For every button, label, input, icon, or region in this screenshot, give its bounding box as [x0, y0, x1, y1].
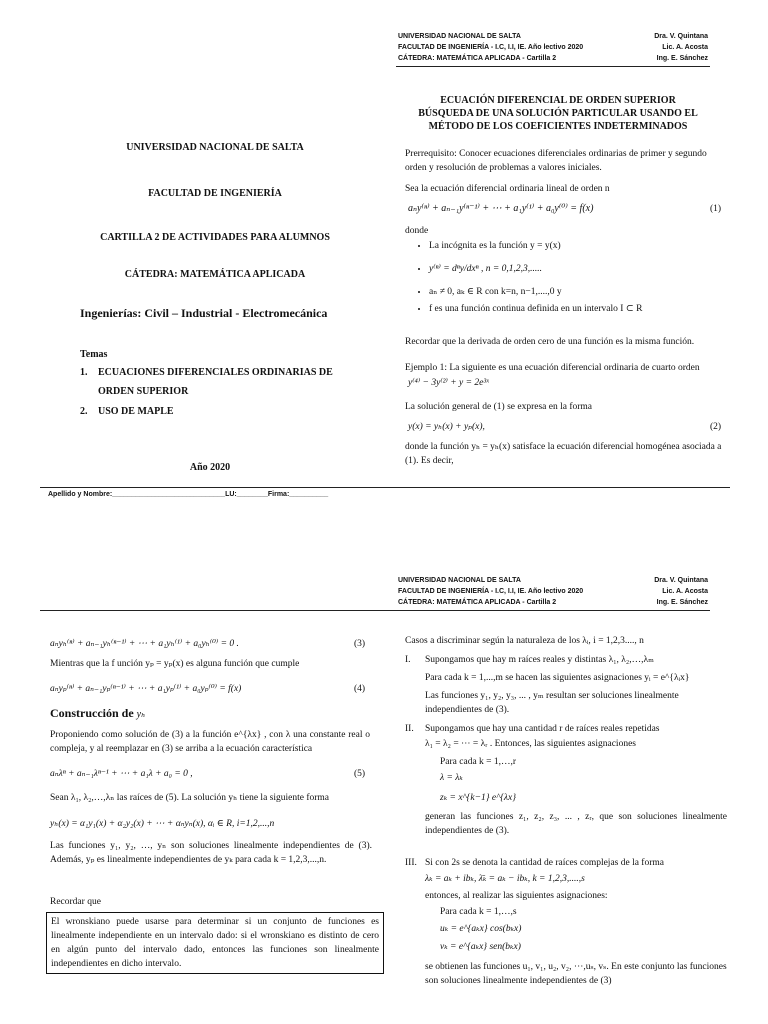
- header-chair-2: CÁTEDRA: MATEMÁTICA APLICADA - Cartilla 2: [398, 599, 557, 606]
- case-III-text: Si con 2s se denota la cantidad de raíces complejas de la forma: [425, 858, 664, 868]
- construccion-heading: [50, 706, 145, 721]
- example-1-equation: y⁽⁴⁾ − 3y⁽²⁾ + y = 2e³ˣ: [408, 378, 489, 388]
- tema-2-number: 2.: [80, 406, 88, 417]
- header-university: UNIVERSIDAD NACIONAL DE SALTA: [398, 33, 521, 40]
- header-prof-3: Ing. E. Sánchez: [656, 55, 708, 62]
- case-III-obtienen: se obtienen las funciones u₁, v₁, u₂, v₂, ⋯,uₛ, vₛ. En este conjunto las funciones son soluciones linealmente independientes de (3): [425, 962, 727, 986]
- recordar-derivada-text: Recordar que la derivada de orden cero de una función es la misma función.: [405, 337, 695, 347]
- condition-coefficients: • aₙ ≠ 0, aₖ ∈ R con k=n, n−1,....,0 y: [429, 285, 725, 299]
- student-line-top-rule: [40, 487, 730, 488]
- tema-1-text: ECUACIONES DIFERENCIALES ORDINARIAS DE: [98, 367, 333, 378]
- equation-6: yₕ(x) = α₁y₁(x) + α₂y₂(x) + ⋯ + αₙyₙ(x), αᵢ ∈ R, i=1,2,...,n: [50, 819, 275, 829]
- case-I-funciones: Las funciones y₁, y₂, y₃, ... , yₘ resultan ser soluciones linealmente independientes de (3).: [425, 691, 679, 715]
- example-1-text: Ejemplo 1: La siguiente es una ecuación diferencial ordinaria de cuarto orden: [405, 363, 700, 373]
- case-II-generan: generan las funciones z₁, z₂, z₃, ... , zᵣ, que son soluciones linealmente independientes de (3).: [425, 812, 727, 836]
- cover-cartilla: CARTILLA 2 DE ACTIVIDADES PARA ALUMNOS: [100, 232, 330, 243]
- case-III-equation: λₖ = aₖ + ibₖ, λ̄ₖ = aₖ − ibₖ, k = 1,2,3,....,s: [425, 874, 585, 884]
- header-rule-2: [40, 610, 710, 611]
- case-II-z: zₖ = x^{k−1} e^{λx}: [440, 793, 517, 803]
- cover-year: Año 2020: [189, 462, 231, 473]
- conditions-list: [405, 236, 725, 319]
- homogeneous-text: donde la función yₕ = yₕ(x) satisface la ecuación diferencial homogénea asociada a (1). Es decir,: [405, 442, 722, 466]
- case-III-v: vₖ = e^{aₖx} sen(bₖx): [440, 942, 521, 952]
- equation-2: y(x) = yₕ(x) + yₚ(x),: [408, 422, 485, 432]
- case-III-para-cada: Para cada k = 1,…,s: [440, 907, 517, 917]
- section-title-line-3: MÉTODO DE LOS COEFICIENTES INDETERMINADOS: [428, 121, 688, 132]
- construccion-variable: yₕ: [136, 709, 146, 720]
- mientras-text: Mientras que la f unción yₚ = yₚ(x) es alguna función que cumple: [50, 659, 300, 669]
- funciones-text: Las funciones y₁, y₂, …, yₙ son soluciones linealmente independientes de (3). Además, yₚ es linealmente independientes de yₖ para cada k = 1,2,3,...,n.: [50, 841, 372, 865]
- condition-unknown: • La incógnita es la función y = y(x): [429, 239, 725, 253]
- header-prof-3-p2: Ing. E. Sánchez: [656, 599, 708, 606]
- header-faculty: FACULTAD DE INGENIERÍA - I.C, I.I, IE. Año lectivo 2020: [398, 44, 584, 51]
- header-chair: CÁTEDRA: MATEMÁTICA APLICADA - Cartilla 2: [398, 55, 557, 62]
- case-III-entonces: entonces, al realizar las siguientes asignaciones:: [425, 891, 608, 901]
- proponiendo-text: Proponiendo como solución de (3) a la función e^{λx} , con λ una constante real o compleja, y al reemplazar en (3) se arriba a la ecuación característica: [50, 730, 370, 754]
- case-II-lambda: λ = λₖ: [440, 773, 463, 783]
- equation-3: aₙyₕ⁽ⁿ⁾ + aₙ₋₁yₕ⁽ⁿ⁻¹⁾ + ⋯ + a₁yₕ⁽¹⁾ + a₀yₕ⁽⁰⁾ = 0 .: [50, 639, 239, 649]
- case-I-text: Supongamos que hay m raíces reales y distintas λ₁, λ₂,…,λₘ: [425, 655, 654, 665]
- wronskian-note-box: El wronskiano puede usarse para determinar si un conjunto de funciones es linealmente independiente en un intervalo dado: si el wronskiano es distinto de cero en algún punto del intervalo dado, entonces las funciones son linealmente independientes en dicho intervalo.: [46, 912, 384, 974]
- section-title-line-2: BÚSQUEDA DE UNA SOLUCIÓN PARTICULAR USANDO EL: [418, 108, 698, 119]
- header-prof-1: Dra. V. Quintana: [654, 33, 708, 40]
- equation-3-number: (3): [354, 639, 366, 649]
- condition-derivative: • y⁽ⁿ⁾ = dⁿy/dxⁿ , n = 0,1,2,3,.....: [429, 262, 725, 276]
- case-II-text: Supongamos que hay una cantidad r de raíces reales repetidas: [425, 724, 660, 734]
- cover-university: UNIVERSIDAD NACIONAL DE SALTA: [126, 142, 304, 153]
- recordar-que-text: Recordar que: [50, 897, 101, 907]
- cover-ingenierias: Ingenierías: Civil – Industrial - Electromecánica: [80, 306, 328, 320]
- student-info-line: Apellido y Nombre:_____________________________LU:________Firma:__________: [48, 491, 329, 498]
- header-university-2: UNIVERSIDAD NACIONAL DE SALTA: [398, 577, 521, 584]
- cover-faculty: FACULTAD DE INGENIERÍA: [148, 188, 282, 199]
- casos-text: Casos a discriminar según la naturaleza de los λᵢ, i = 1,2,3...., n: [405, 636, 644, 646]
- tema-2-text: USO DE MAPLE: [98, 406, 174, 417]
- header-faculty-2: FACULTAD DE INGENIERÍA - I.C, I.I, IE. Año lectivo 2020: [398, 588, 584, 595]
- equation-1-number: (1): [710, 204, 722, 214]
- section-title-line-1: ECUACIÓN DIFERENCIAL DE ORDEN SUPERIOR: [440, 95, 676, 106]
- donde-label: donde: [405, 226, 429, 236]
- header-prof-1-p2: Dra. V. Quintana: [654, 577, 708, 584]
- case-I-number: I.: [405, 655, 411, 665]
- case-II-equation: λ₁ = λ₂ = ⋯ = λᵣ . Entonces, las siguientes asignaciones: [425, 739, 636, 749]
- header-prof-2-p2: Lic. A. Acosta: [662, 588, 708, 595]
- case-II-number: II.: [405, 724, 414, 734]
- construccion-label: Construcción de: [50, 706, 134, 720]
- sea-ecuacion-text: Sea la ecuación diferencial ordinaria lineal de orden n: [405, 184, 610, 194]
- temas-title: Temas: [80, 349, 108, 360]
- equation-5-number: (5): [354, 769, 366, 779]
- equation-4: aₙyₚ⁽ⁿ⁾ + aₙ₋₁yₚ⁽ⁿ⁻¹⁾ + ⋯ + a₁yₚ⁽¹⁾ + a₀yₚ⁽⁰⁾ = f(x): [50, 684, 242, 694]
- sean-raices-text: Sean λ₁, λ₂,…,λₙ las raíces de (5). La solución yₕ tiene la siguiente forma: [50, 793, 330, 803]
- tema-1-number: 1.: [80, 367, 88, 378]
- equation-5: aₙλⁿ + aₙ₋₁λⁿ⁻¹ + ⋯ + a₁λ + a₀ = 0 ,: [50, 769, 193, 779]
- equation-1: aₙy⁽ⁿ⁾ + aₙ₋₁y⁽ⁿ⁻¹⁾ + ⋯ + a₁y⁽¹⁾ + a₀y⁽⁰⁾ = f(x): [408, 203, 594, 214]
- header-rule: [396, 66, 710, 67]
- prerequisite-text: Prerrequisito: Conocer ecuaciones diferenciales ordinarias de primer y segundo orden y resolución de problemas a valores iniciales.: [405, 149, 707, 173]
- condition-function-f: • f es una función continua definida en un intervalo I ⊂ R: [429, 302, 725, 316]
- equation-4-number: (4): [354, 684, 366, 694]
- case-II-para-cada: Para cada k = 1,…,r: [440, 757, 517, 767]
- equation-2-number: (2): [710, 422, 722, 432]
- tema-1-text-cont: ORDEN SUPERIOR: [98, 386, 189, 397]
- header-prof-2: Lic. A. Acosta: [662, 44, 708, 51]
- case-I-para-cada: Para cada k = 1,...,m se hacen las siguientes asignaciones yᵢ = e^{λᵢx}: [425, 673, 690, 683]
- case-III-number: III.: [405, 858, 417, 868]
- case-III-u: uₖ = e^{aₖx} cos(bₖx): [440, 924, 522, 934]
- cover-catedra: CÁTEDRA: MATEMÁTICA APLICADA: [124, 269, 306, 280]
- general-solution-text: La solución general de (1) se expresa en la forma: [405, 402, 593, 412]
